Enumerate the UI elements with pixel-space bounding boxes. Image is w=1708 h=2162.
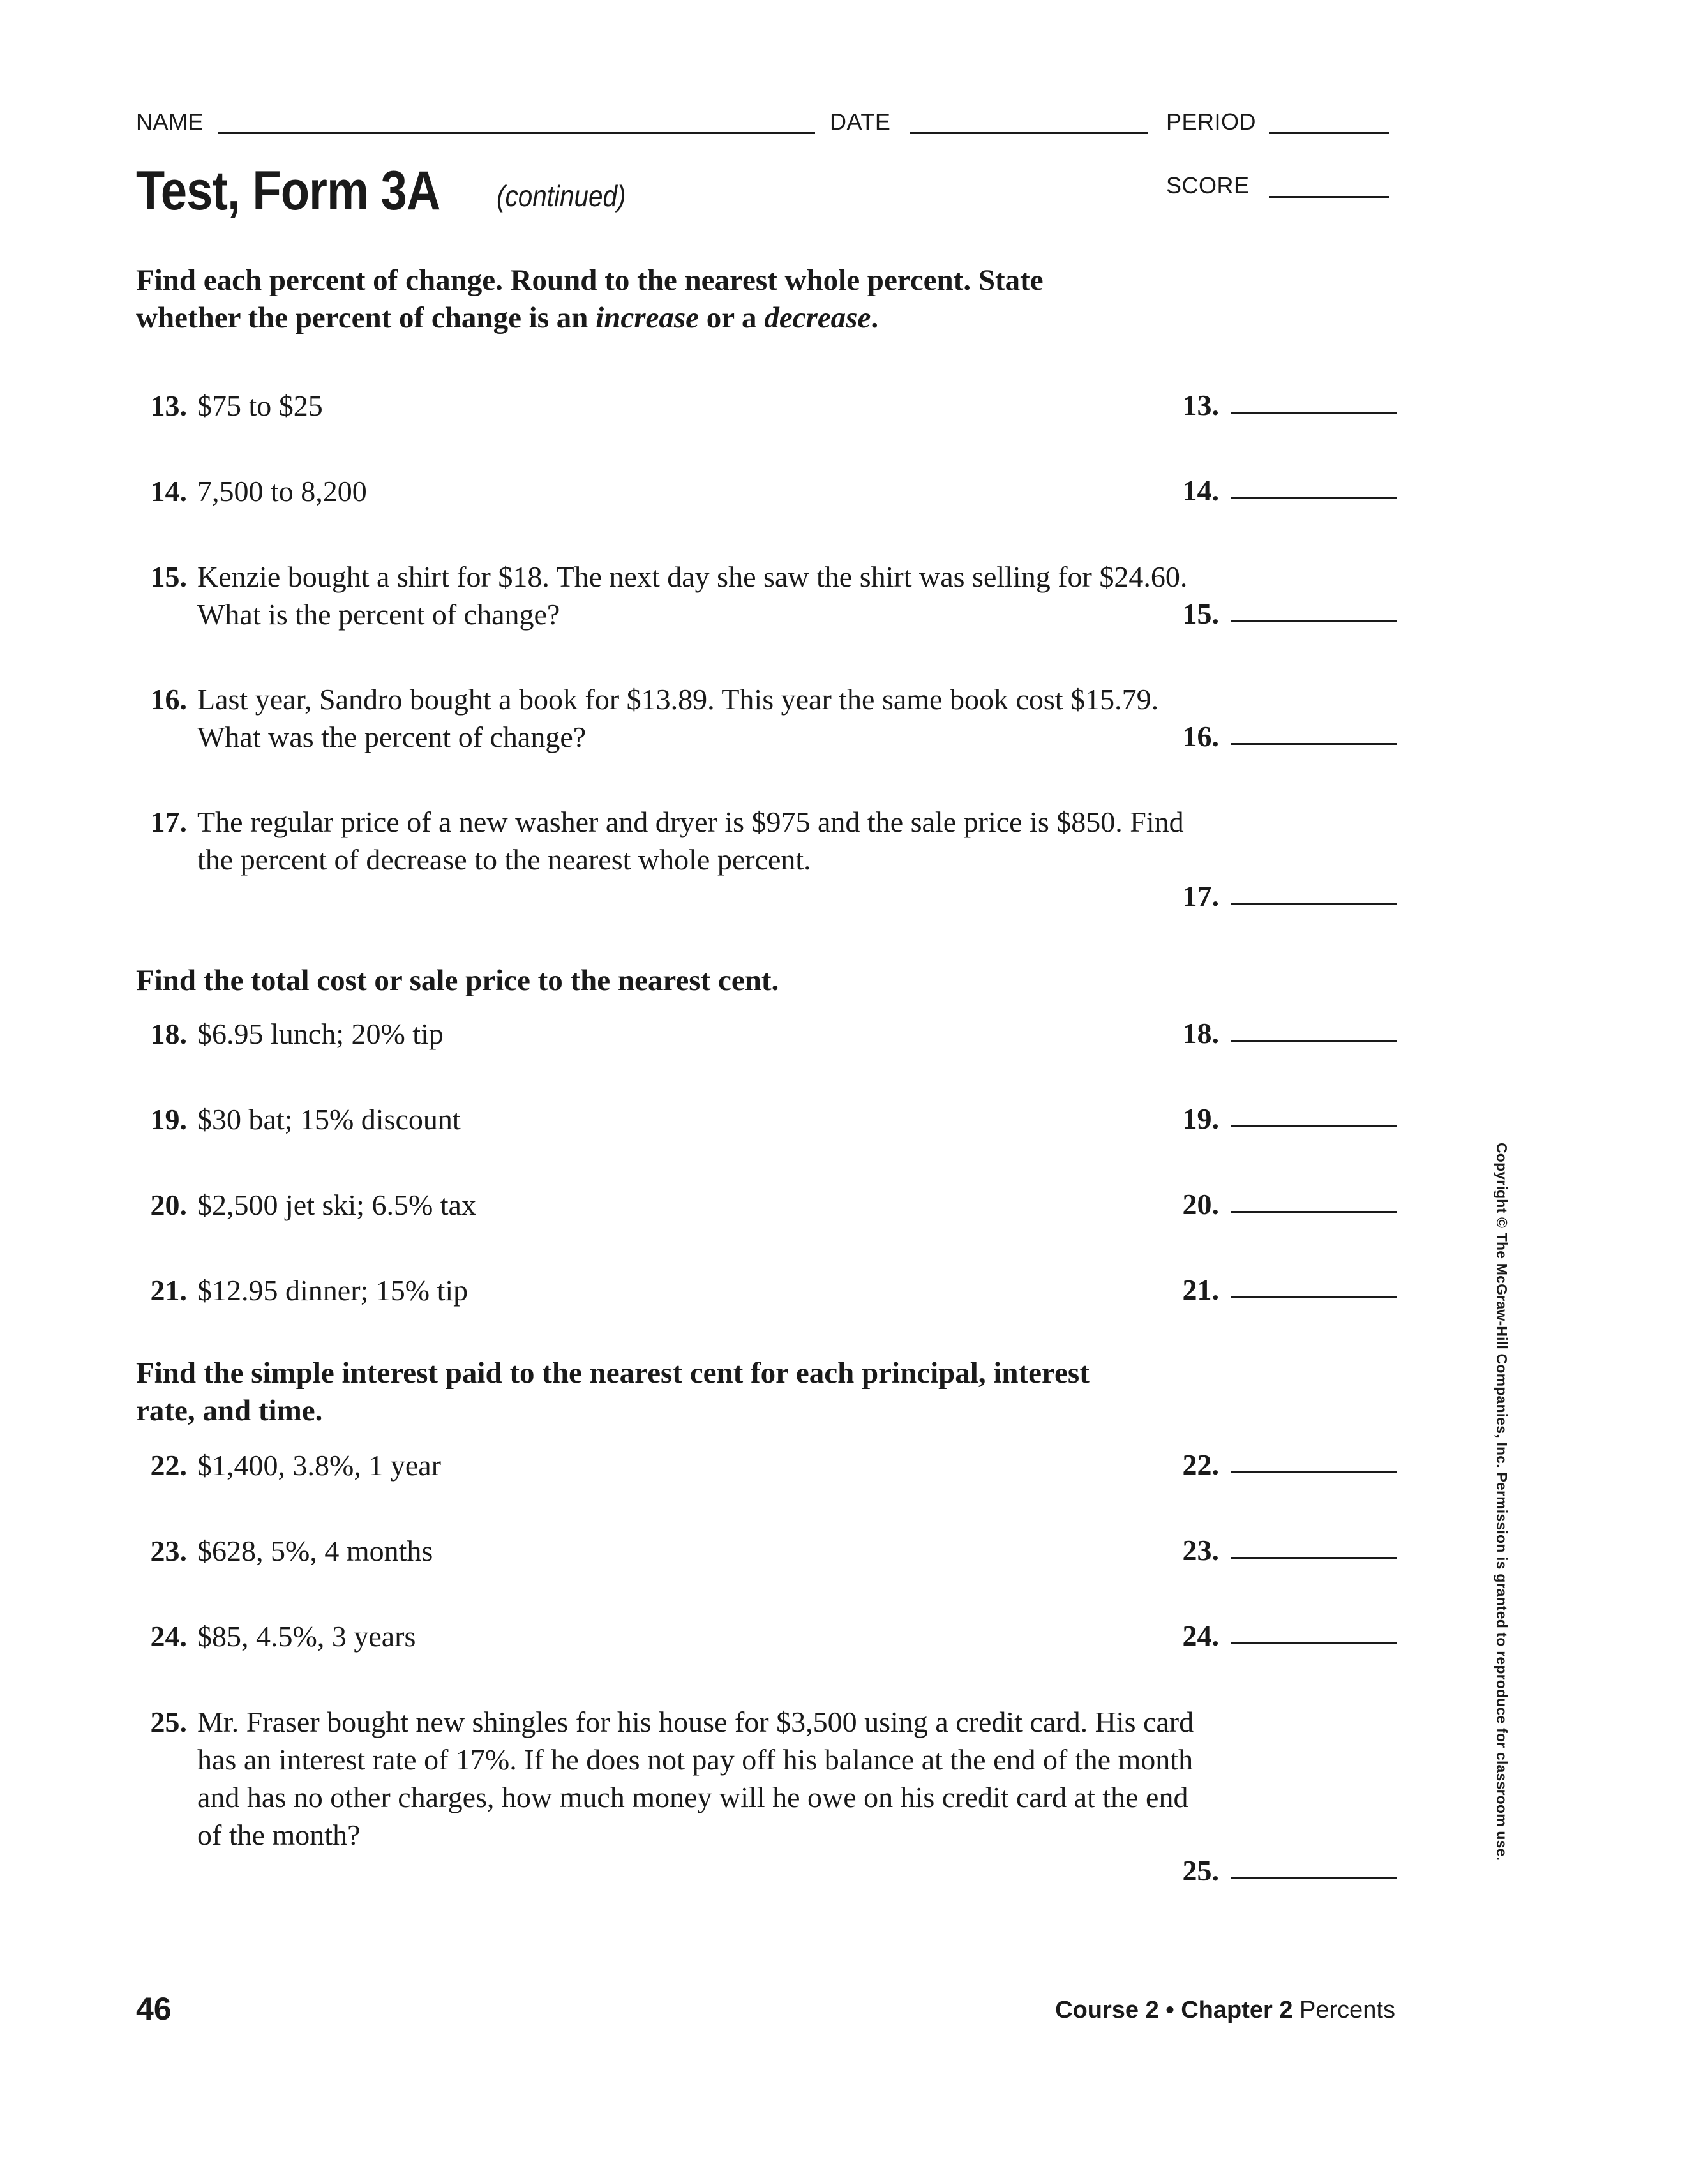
copyright-notice: Copyright © The McGraw-Hill Companies, Inc. Permission is granted to reproduce for classroom use.	[1494, 1143, 1510, 1861]
answer-15-blank[interactable]	[1231, 620, 1397, 622]
question-text: $1,400, 3.8%, 1 year	[197, 1449, 441, 1482]
date-label: DATE	[830, 109, 891, 135]
question-text: $30 bat; 15% discount	[197, 1103, 461, 1136]
question-text: $85, 4.5%, 3 years	[197, 1620, 416, 1653]
page-subtitle: (continued)	[497, 179, 626, 213]
question-text: $12.95 dinner; 15% tip	[197, 1274, 468, 1307]
period-label: PERIOD	[1166, 109, 1257, 135]
question-text: $2,500 jet ski; 6.5% tax	[197, 1189, 476, 1221]
question-number: 25.	[150, 1706, 187, 1738]
answer-16-blank[interactable]	[1231, 743, 1397, 745]
answer-18-blank[interactable]	[1231, 1040, 1397, 1042]
question-number: 23.	[150, 1535, 187, 1567]
question-number: 14.	[150, 475, 187, 507]
answer-19-label: 19.	[1182, 1102, 1219, 1135]
footer-course-chapter	[821, 1997, 1395, 2024]
score-label: SCORE	[1166, 172, 1250, 199]
question-text: $6.95 lunch; 20% tip	[197, 1017, 444, 1050]
answer-14-blank[interactable]	[1231, 497, 1397, 499]
footer-course: Course 2	[1055, 1997, 1159, 2023]
footer-topic: Percents	[1300, 1997, 1395, 2023]
question-text: Last year, Sandro bought a book for $13.89. This year the same book cost $15.79. What was the percent of change?	[197, 683, 1159, 753]
question-text: $628, 5%, 4 months	[197, 1535, 433, 1567]
question-number: 16.	[150, 683, 187, 716]
answer-23-blank[interactable]	[1231, 1557, 1397, 1559]
page-number: 46	[136, 1991, 172, 2027]
question-number: 20.	[150, 1189, 187, 1221]
question-number: 15.	[150, 560, 187, 593]
section-1-instructions: Find each percent of change. Round to the nearest whole percent. State whether the percent of change is an increase or a decrease.	[136, 264, 1044, 334]
answer-20-blank[interactable]	[1231, 1211, 1397, 1213]
question-number: 18.	[150, 1017, 187, 1050]
answer-19-blank[interactable]	[1231, 1125, 1397, 1127]
name-label: NAME	[136, 109, 204, 135]
answer-24-label: 24.	[1182, 1619, 1219, 1652]
answer-24-blank[interactable]	[1231, 1642, 1397, 1644]
question-number: 22.	[150, 1449, 187, 1482]
answer-22-blank[interactable]	[1231, 1471, 1397, 1473]
answer-21-blank[interactable]	[1231, 1296, 1397, 1298]
answer-25-blank[interactable]	[1231, 1877, 1397, 1879]
answer-22-label: 22.	[1182, 1448, 1219, 1481]
question-number: 17.	[150, 806, 187, 838]
question-text: Mr. Fraser bought new shingles for his house for $3,500 using a credit card. His card has an interest rate of 17%. If he does not pay off his balance at the end of the month and has no other charges, how much money will he owe on his credit card at the end of the month?	[197, 1706, 1194, 1851]
footer-chapter: Chapter 2	[1181, 1997, 1293, 2023]
question-text: The regular price of a new washer and dryer is $975 and the sale price is $850. Find the percent of decrease to the nearest whole percent.	[197, 806, 1184, 876]
period-field[interactable]	[1269, 132, 1389, 134]
answer-16-label: 16.	[1182, 720, 1219, 753]
score-field[interactable]	[1269, 196, 1389, 198]
question-number: 21.	[150, 1274, 187, 1307]
name-field[interactable]	[218, 132, 815, 134]
answer-13-label: 13.	[1182, 389, 1219, 421]
answer-21-label: 21.	[1182, 1273, 1219, 1306]
section-2-instructions: Find the total cost or sale price to the nearest cent.	[136, 964, 779, 997]
answer-14-label: 14.	[1182, 474, 1219, 507]
answer-18-label: 18.	[1182, 1017, 1219, 1049]
date-field[interactable]	[910, 132, 1148, 134]
answer-17-blank[interactable]	[1231, 903, 1397, 905]
question-number: 24.	[150, 1620, 187, 1653]
answer-15-label: 15.	[1182, 597, 1219, 630]
question-number: 19.	[150, 1103, 187, 1136]
answer-25-label: 25.	[1182, 1854, 1219, 1887]
question-number: 13.	[150, 389, 187, 422]
question-text: Kenzie bought a shirt for $18. The next day she saw the shirt was selling for $24.60. What is the percent of change?	[197, 560, 1188, 631]
question-text: $75 to $25	[197, 389, 323, 422]
question-text: 7,500 to 8,200	[197, 475, 367, 507]
section-3-instructions: Find the simple interest paid to the nearest cent for each principal, interest rate, and time.	[136, 1356, 1090, 1427]
answer-17-label: 17.	[1182, 880, 1219, 912]
answer-20-label: 20.	[1182, 1188, 1219, 1220]
answer-13-blank[interactable]	[1231, 412, 1397, 414]
answer-23-label: 23.	[1182, 1534, 1219, 1566]
page-title: Test, Form 3A	[136, 160, 440, 221]
footer-separator: •	[1165, 1997, 1174, 2023]
